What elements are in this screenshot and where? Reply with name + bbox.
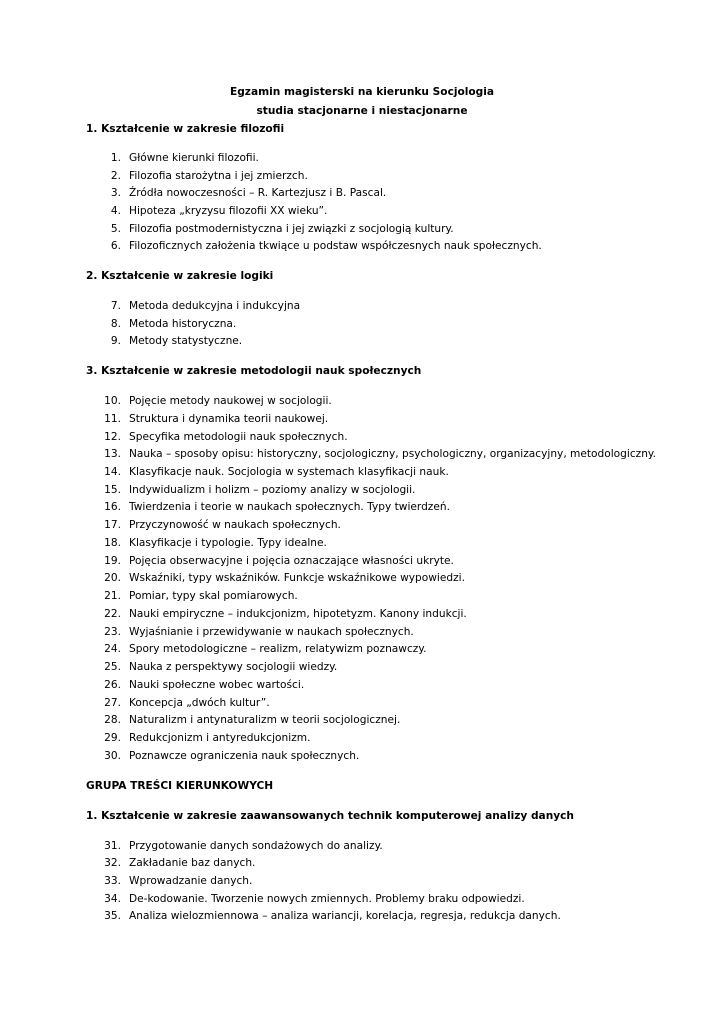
- item-text: Struktura i dynamika teorii naukowej.: [129, 413, 329, 425]
- item-number: 18.: [104, 537, 121, 549]
- item-number: 31.: [104, 840, 121, 852]
- item-text: Przygotowanie danych sondażowych do analizy.: [129, 840, 383, 852]
- item-number: 24.: [104, 643, 121, 655]
- item-text: Klasyfikacje i typologie. Typy idealne.: [129, 537, 327, 549]
- list-item: [0, 892, 724, 906]
- list-item: [0, 317, 724, 331]
- item-text: Nauki społeczne wobec wartości.: [129, 679, 305, 691]
- item-number: 12.: [104, 431, 121, 443]
- list-item: [0, 151, 724, 165]
- item-text: Metoda historyczna.: [129, 318, 237, 330]
- item-text: Poznawcze ograniczenia nauk społecznych.: [129, 750, 360, 762]
- item-text: Hipoteza „kryzysu filozofii XX wieku”.: [129, 205, 328, 217]
- item-number: 29.: [104, 732, 121, 744]
- list-item: [0, 299, 724, 313]
- list-item: [0, 465, 724, 479]
- list-item: [0, 607, 724, 621]
- item-number: 13.: [104, 448, 121, 460]
- item-number: 1.: [110, 152, 121, 164]
- item-number: 27.: [104, 697, 121, 709]
- list-item: [0, 447, 724, 461]
- item-text: Redukcjonizm i antyredukcjonizm.: [129, 732, 311, 744]
- item-number: 22.: [104, 608, 121, 620]
- item-number: 6.: [110, 240, 121, 252]
- item-number: 25.: [104, 661, 121, 673]
- item-number: 15.: [104, 484, 121, 496]
- list-item: [0, 483, 724, 497]
- item-text: Analiza wielozmiennowa – analiza wariancji, korelacja, regresja, redukcja danych.: [129, 910, 561, 922]
- item-number: 14.: [104, 466, 121, 478]
- list-item: [0, 696, 724, 710]
- item-text: De-kodowanie. Tworzenie nowych zmiennych. Problemy braku odpowiedzi.: [129, 893, 525, 905]
- item-text: Wyjaśnianie i przewidywanie w naukach społecznych.: [129, 626, 414, 638]
- item-text: Filozofia starożytna i jej zmierzch.: [129, 170, 308, 182]
- item-text: Nauka – sposoby opisu: historyczny, socjologiczny, psychologiczny, organizacyjny, metodologiczny.: [129, 448, 657, 460]
- document-title: Egzamin magisterski na kierunku Socjologia: [229, 86, 495, 98]
- item-number: 26.: [104, 679, 121, 691]
- list-item: [0, 856, 724, 870]
- item-number: 3.: [110, 187, 121, 199]
- list-item: [0, 678, 724, 692]
- item-text: Nauki empiryczne – indukcjonizm, hipotetyzm. Kanony indukcji.: [129, 608, 467, 620]
- item-text: Pojęcie metody naukowej w socjologii.: [129, 395, 332, 407]
- list-item: [0, 749, 724, 763]
- item-number: 5.: [110, 223, 121, 235]
- item-text: Twierdzenia i teorie w naukach społecznych. Typy twierdzeń.: [129, 501, 450, 513]
- section-heading-logic: 2. Kształcenie w zakresie logiki: [86, 270, 274, 282]
- item-number: 7.: [110, 300, 121, 312]
- item-text: Źródła nowoczesności – R. Kartezjusz i B. Pascal.: [129, 187, 387, 199]
- list-item: [0, 660, 724, 674]
- item-text: Przyczynowość w naukach społecznych.: [129, 519, 341, 531]
- item-number: 8.: [110, 318, 121, 330]
- list-item: [0, 713, 724, 727]
- list-item: [0, 839, 724, 853]
- list-item: [0, 334, 724, 348]
- item-number: 35.: [104, 910, 121, 922]
- list-item: [0, 642, 724, 656]
- item-text: Filozoficznych założenia tkwiące u podstaw współczesnych nauk społecznych.: [129, 240, 542, 252]
- item-number: 32.: [104, 857, 121, 869]
- item-text: Specyfika metodologii nauk społecznych.: [129, 431, 348, 443]
- group-heading: GRUPA TREŚCI KIERUNKOWYCH: [86, 780, 274, 792]
- item-text: Metoda dedukcyjna i indukcyjna: [129, 300, 301, 312]
- list-item: [0, 589, 724, 603]
- item-number: 10.: [104, 395, 121, 407]
- list-item: [0, 204, 724, 218]
- item-number: 28.: [104, 714, 121, 726]
- list-item: [0, 625, 724, 639]
- item-text: Klasyfikacje nauk. Socjologia w systemach klasyfikacji nauk.: [129, 466, 449, 478]
- item-number: 20.: [104, 572, 121, 584]
- list-item: [0, 874, 724, 888]
- list-item: [0, 571, 724, 585]
- item-number: 17.: [104, 519, 121, 531]
- list-item: [0, 239, 724, 253]
- item-number: 30.: [104, 750, 121, 762]
- item-number: 11.: [104, 413, 121, 425]
- list-item: [0, 412, 724, 426]
- item-number: 2.: [110, 170, 121, 182]
- list-item: [0, 731, 724, 745]
- item-number: 23.: [104, 626, 121, 638]
- item-number: 33.: [104, 875, 121, 887]
- item-text: Wskaźniki, typy wskaźników. Funkcje wskaźnikowe wypowiedzi.: [129, 572, 465, 584]
- list-item: [0, 222, 724, 236]
- item-text: Filozofia postmodernistyczna i jej związki z socjologią kultury.: [129, 223, 454, 235]
- section-heading-data-analysis: 1. Kształcenie w zakresie zaawansowanych technik komputerowej analizy danych: [86, 810, 574, 822]
- item-text: Pomiar, typy skal pomiarowych.: [129, 590, 298, 602]
- item-number: 4.: [110, 205, 121, 217]
- list-item: [0, 394, 724, 408]
- item-text: Nauka z perspektywy socjologii wiedzy.: [129, 661, 338, 673]
- section-heading-philosophy: 1. Kształcenie w zakresie filozofii: [86, 123, 285, 135]
- section-heading-methodology: 3. Kształcenie w zakresie metodologii nauk społecznych: [86, 365, 422, 377]
- item-text: Koncepcja „dwóch kultur”.: [129, 697, 270, 709]
- list-item: [0, 186, 724, 200]
- item-number: 16.: [104, 501, 121, 513]
- document-subtitle: studia stacjonarne i niestacjonarne: [256, 105, 468, 117]
- list-item: [0, 554, 724, 568]
- item-text: Indywidualizm i holizm – poziomy analizy w socjologii.: [129, 484, 416, 496]
- item-number: 19.: [104, 555, 121, 567]
- item-text: Główne kierunki filozofii.: [129, 152, 259, 164]
- item-text: Metody statystyczne.: [129, 335, 243, 347]
- item-text: Naturalizm i antynaturalizm w teorii socjologicznej.: [129, 714, 401, 726]
- list-item: [0, 430, 724, 444]
- list-item: [0, 500, 724, 514]
- list-item: [0, 169, 724, 183]
- item-number: 34.: [104, 893, 121, 905]
- list-item: [0, 518, 724, 532]
- item-number: 21.: [104, 590, 121, 602]
- item-text: Zakładanie baz danych.: [129, 857, 256, 869]
- list-item: [0, 909, 724, 923]
- list-item: [0, 536, 724, 550]
- item-number: 9.: [110, 335, 121, 347]
- item-text: Wprowadzanie danych.: [129, 875, 253, 887]
- item-text: Spory metodologiczne – realizm, relatywizm poznawczy.: [129, 643, 427, 655]
- item-text: Pojęcia obserwacyjne i pojęcia oznaczające własności ukryte.: [129, 555, 454, 567]
